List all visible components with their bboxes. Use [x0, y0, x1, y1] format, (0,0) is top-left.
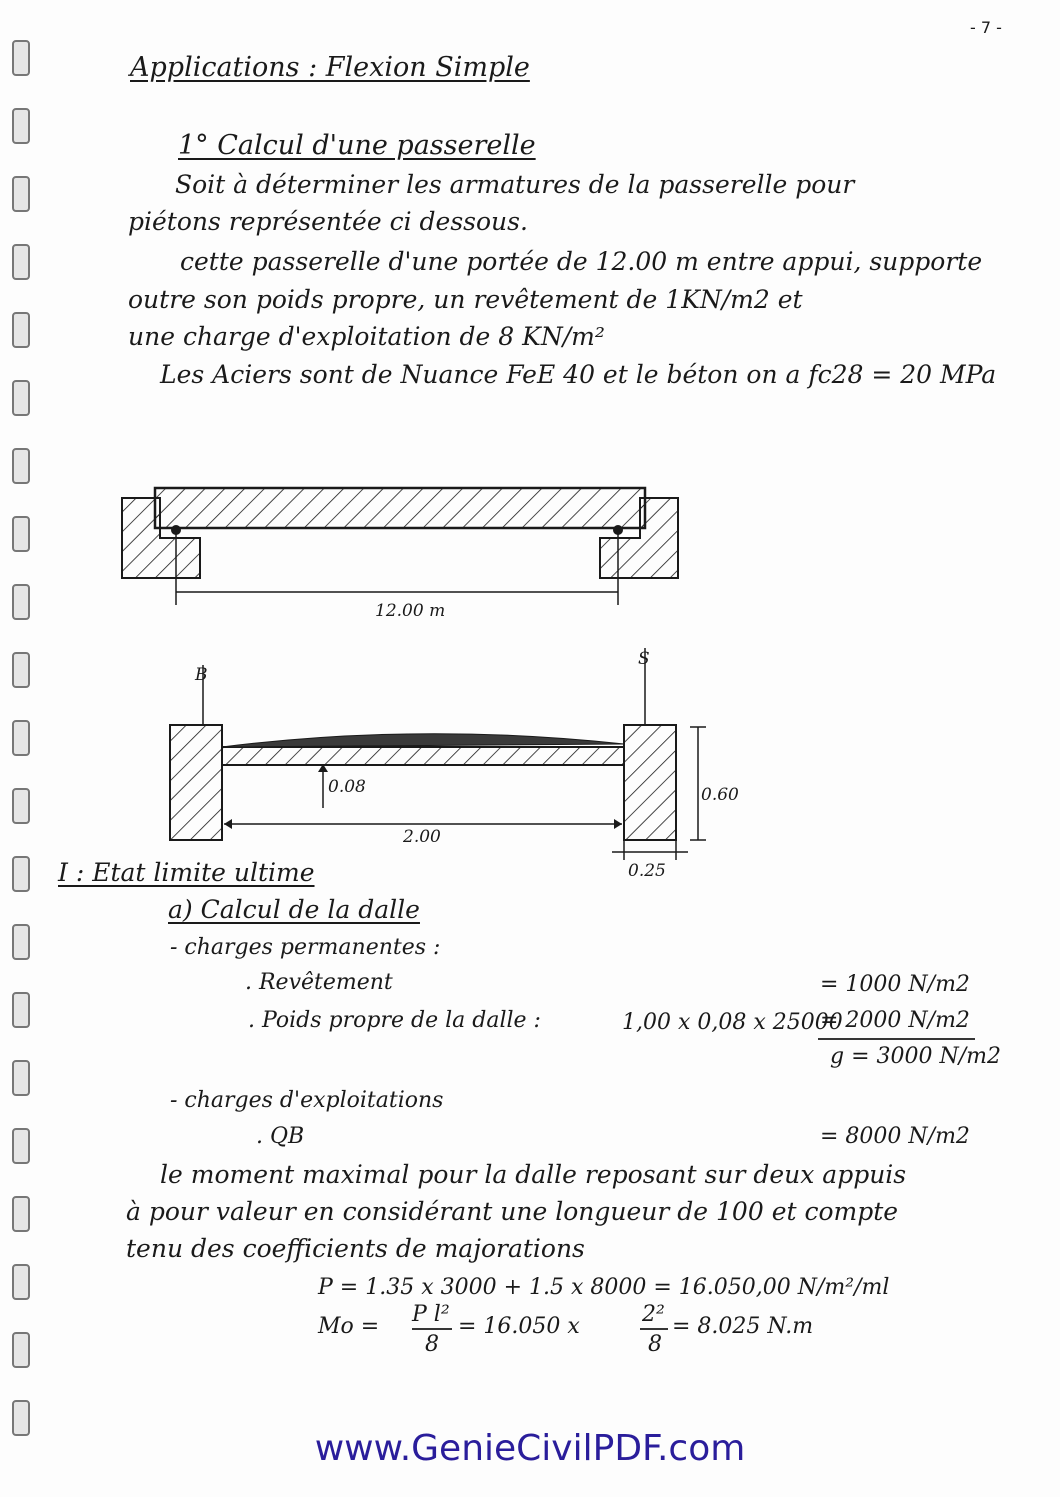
label-s: S	[638, 649, 650, 669]
label-b: B	[195, 665, 208, 685]
support-label: 0.25	[628, 861, 666, 881]
deck-slab	[155, 488, 645, 528]
intro-line-1: Soit à déterminer les armatures de la passerelle pour	[175, 170, 855, 199]
footer-link[interactable]: www.GenieCivilPDF.com	[314, 1428, 746, 1469]
permanent-loads-title: - charges permanentes :	[170, 935, 441, 960]
revetement-label: . Revêtement	[245, 970, 393, 995]
equation-p: P = 1.35 x 3000 + 1.5 x 8000 = 16.050,00 N/m²/ml	[318, 1275, 890, 1300]
intro-line-6: Les Aciers sont de Nuance FeE 40 et le béton on a fc28 = 20 MPa	[160, 360, 997, 389]
cross-section-figure	[170, 648, 739, 881]
g-total: g = 3000 N/m2	[830, 1044, 1002, 1069]
equation-mo-right: = 8.025 N.m	[672, 1314, 814, 1339]
page-title: Applications : Flexion Simple	[130, 52, 530, 83]
intro-line-5: une charge d'exploitation de 8 KN/m²	[128, 322, 605, 351]
fraction-1-denominator: 8	[425, 1332, 439, 1357]
section-title: 1° Calcul d'une passerelle	[178, 130, 536, 161]
fraction-2-numerator: 2²	[642, 1302, 665, 1327]
moment-text-3: tenu des coefficients de majorations	[126, 1234, 585, 1263]
live-loads-title: - charges d'exploitations	[170, 1088, 444, 1113]
wearing-course	[222, 734, 624, 747]
equation-mo-middle: = 16.050 x	[458, 1314, 580, 1339]
span-label: 12.00 m	[375, 601, 446, 621]
page-number: - 7 -	[970, 18, 1002, 37]
revetement-value: = 1000 N/m2	[820, 972, 970, 997]
sub-section-a: a) Calcul de la dalle	[168, 895, 420, 924]
footbridge-elevation-figure	[122, 488, 678, 621]
fraction-1-numerator: P l²	[412, 1302, 450, 1327]
width-label: 2.00	[403, 827, 441, 847]
moment-text-2: à pour valeur en considérant une longueur de 100 et compte	[126, 1197, 899, 1226]
qb-value: = 8000 N/m2	[820, 1124, 970, 1149]
height-label: 0.60	[701, 785, 739, 805]
section-elu: I : Etat limite ultime	[58, 858, 315, 887]
self-weight-label: . Poids propre de la dalle :	[248, 1008, 541, 1033]
right-beam	[624, 725, 676, 840]
left-beam	[170, 725, 222, 840]
self-weight-value: = 2000 N/m2	[820, 1008, 970, 1033]
intro-line-2: piétons représentée ci dessous.	[128, 207, 528, 236]
thickness-label: 0.08	[328, 777, 366, 797]
moment-text-1: le moment maximal pour la dalle reposant sur deux appuis	[160, 1160, 907, 1189]
self-weight-calc: 1,00 x 0,08 x 25000	[622, 1010, 843, 1035]
fraction-2-denominator: 8	[648, 1332, 662, 1357]
equation-mo-left: Mo =	[318, 1314, 380, 1339]
qb-label: . QB	[256, 1124, 305, 1149]
slab-section	[222, 747, 624, 765]
intro-line-3: cette passerelle d'une portée de 12.00 m entre appui, supporte	[180, 247, 983, 276]
intro-line-4: outre son poids propre, un revêtement de 1KN/m2 et	[128, 285, 803, 314]
